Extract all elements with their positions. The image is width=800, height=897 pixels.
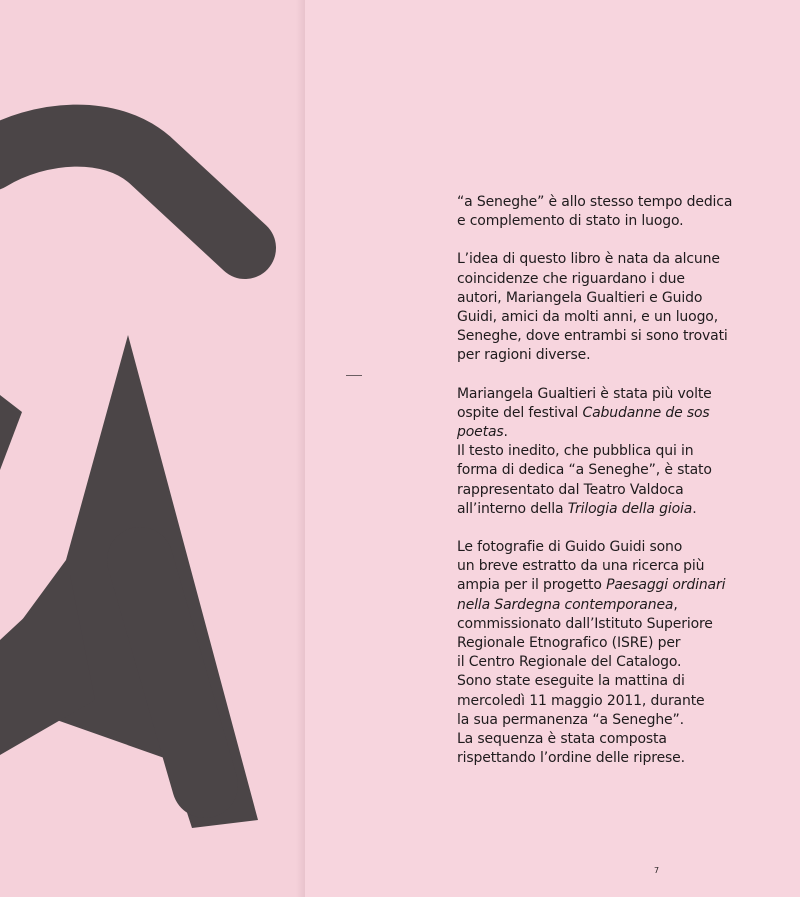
paragraph-dedication: “a Seneghe” è allo stesso tempo dedica e complemento di stato in luogo. <box>457 194 733 230</box>
paragraph-book-origin: L’idea di questo libro è nata da alcune coincidenze che riguardano i due autori, Mariangela Gualtieri e Guido Guidi, amici da molti anni, e un luogo, Seneghe, dove entrambi si sono trovati per ragioni diverse. <box>457 251 728 364</box>
paragraph-gualtieri <box>457 385 747 519</box>
paragraph-guidi <box>457 538 747 768</box>
text-span: Le fotografie di Guido Guidi sono un breve estratto da una ricerca più ampia per il progetto <box>457 539 705 594</box>
arc-stroke <box>0 136 245 248</box>
abstract-letterform-graphic <box>0 0 305 897</box>
trilogy-title: Trilogia della gioia <box>567 500 693 517</box>
text-span: . <box>692 500 697 517</box>
text-span: . Il testo inedito, che pubblica qui in forma di dedica “a Seneghe”, è stato rappresentato dal Teatro Valdoca all’interno della <box>457 424 712 517</box>
text-span: Mariangela Gualtieri è stata più volte ospite del festival <box>457 385 712 421</box>
project-title: Paesaggi ordinari nella Sardegna contemporanea <box>457 577 726 613</box>
page-number: 7 <box>654 866 660 875</box>
body-text <box>457 193 747 768</box>
left-page <box>0 0 305 897</box>
text-span: , commissionato dall’Istituto Superiore Regionale Etnografico (ISRE) per il Centro Regionale del Catalogo. Sono state eseguite la mattina di mercoledì 11 maggio 2011, durante la sua permanenza “a Seneghe”. La sequenza è stata composta rispettando l’ordine delle riprese. <box>457 596 713 767</box>
paper-mark <box>346 375 362 376</box>
festival-name: Cabudanne de sos poetas <box>457 404 710 441</box>
left-wedge <box>0 395 22 470</box>
